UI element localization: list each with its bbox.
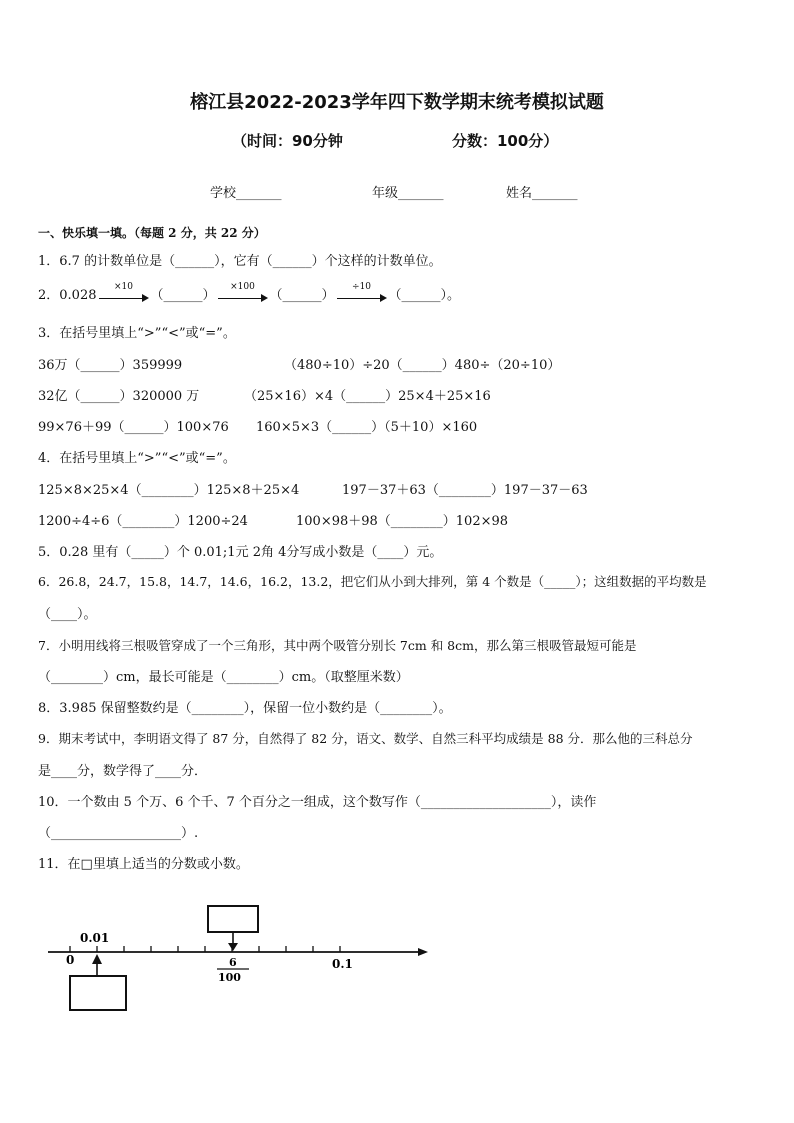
- exam-score: 分数：100分）: [452, 132, 559, 150]
- q3-row2-left: 32亿（______）320000 万: [38, 389, 200, 404]
- exam-time: （时间：90分钟: [232, 132, 343, 150]
- arrow-multiply-10: ×10: [99, 289, 149, 303]
- q3-row1-left: 36万（______）359999: [38, 358, 183, 373]
- arrow-up-icon: [92, 954, 102, 964]
- answer-box-top: [208, 906, 258, 932]
- answer-box-bottom: [70, 976, 126, 1010]
- grade-field: 年级_______: [372, 186, 444, 201]
- q3-row3-right: 160×5×3（______）（5＋10）×160: [256, 420, 478, 435]
- fraction-numerator: 6: [229, 956, 237, 969]
- question-11: 11．在□里填上适当的分数或小数。: [38, 857, 249, 872]
- axis-arrow-icon: [418, 948, 428, 956]
- question-5: 5．0.28 里有（_____）个 0.01;1元 2角 4分写成小数是（____）元。: [38, 545, 443, 560]
- question-2: [38, 281, 461, 303]
- fraction-denominator: 100: [218, 971, 241, 984]
- question-9-line1: 9．期末考试中，李明语文得了 87 分，自然得了 82 分，语文、数学、自然三科平均成绩是 88 分．那么他的三科总分: [38, 731, 693, 746]
- question-6-line1: 6．26.8，24.7，15.8，14.7，14.6，16.2，13.2，把它们从小到大排列，第 4 个数是（_____）；这组数据的平均数是: [38, 574, 707, 589]
- question-1: 1．6.7 的计数单位是（______），它有（______）个这样的计数单位。: [38, 254, 442, 269]
- question-6-line2: （____）。: [38, 607, 97, 622]
- name-field: 姓名_______: [506, 186, 578, 201]
- q2-blank-1: （______）: [150, 288, 216, 303]
- question-10-line1: 10．一个数由 5 个万、6 个千、7 个百分之一组成，这个数写作（____________________），读作: [38, 795, 597, 810]
- number-line-figure: [0, 890, 460, 1030]
- q3-row1-right: （480÷10）÷20（______）480÷（20÷10）: [284, 358, 561, 373]
- q2-blank-2: （______）: [269, 288, 335, 303]
- q2-blank-3: （______）。: [388, 288, 461, 303]
- q3-row2-right: （25×16）×4（______）25×4＋25×16: [244, 389, 491, 404]
- q4-row1-left: 125×8×25×4（________）125×8＋25×4: [38, 483, 300, 498]
- label-0-01: 0.01: [80, 931, 110, 945]
- question-8: 8．3.985 保留整数约是（________），保留一位小数约是（________）。: [38, 701, 452, 716]
- arrow-down-icon: [228, 943, 238, 951]
- ticks: [70, 946, 340, 952]
- question-4-stem: 4．在括号里填上“>”“<”或“=”。: [38, 451, 236, 466]
- q3-row3-left: 99×76＋99（______）100×76: [38, 420, 229, 435]
- question-7-line1: 7．小明用线将三根吸管穿成了一个三角形，其中两个吸管分别长 7cm 和 8cm，那么第三根吸管最短可能是: [38, 638, 637, 653]
- page-title: 榕江县2022-2023学年四下数学期末统考模拟试题: [190, 92, 604, 113]
- question-10-line2: （____________________）.: [38, 826, 199, 841]
- label-0-1: 0.1: [332, 957, 353, 971]
- question-7-line2: （________）cm，最长可能是（________）cm。（取整厘米数）: [38, 670, 409, 685]
- q4-row2-left: 1200÷4÷6（________）1200÷24: [38, 514, 248, 529]
- q2-start: 2．0.028: [38, 288, 97, 303]
- question-9-line2: 是____分，数学得了____分．: [38, 764, 208, 779]
- school-field: 学校_______: [210, 186, 282, 201]
- arrow-divide-10: ÷10: [337, 289, 387, 303]
- q4-row2-right: 100×98＋98（________）102×98: [296, 514, 509, 529]
- question-3-stem: 3．在括号里填上“>”“<”或“=”。: [38, 326, 236, 341]
- label-zero: 0: [66, 953, 75, 967]
- q4-row1-right: 197－37＋63（________）197－37－63: [342, 483, 588, 498]
- arrow-multiply-100: ×100: [218, 289, 268, 303]
- section-heading: 一、快乐填一填。（每题 2 分，共 22 分）: [38, 226, 266, 240]
